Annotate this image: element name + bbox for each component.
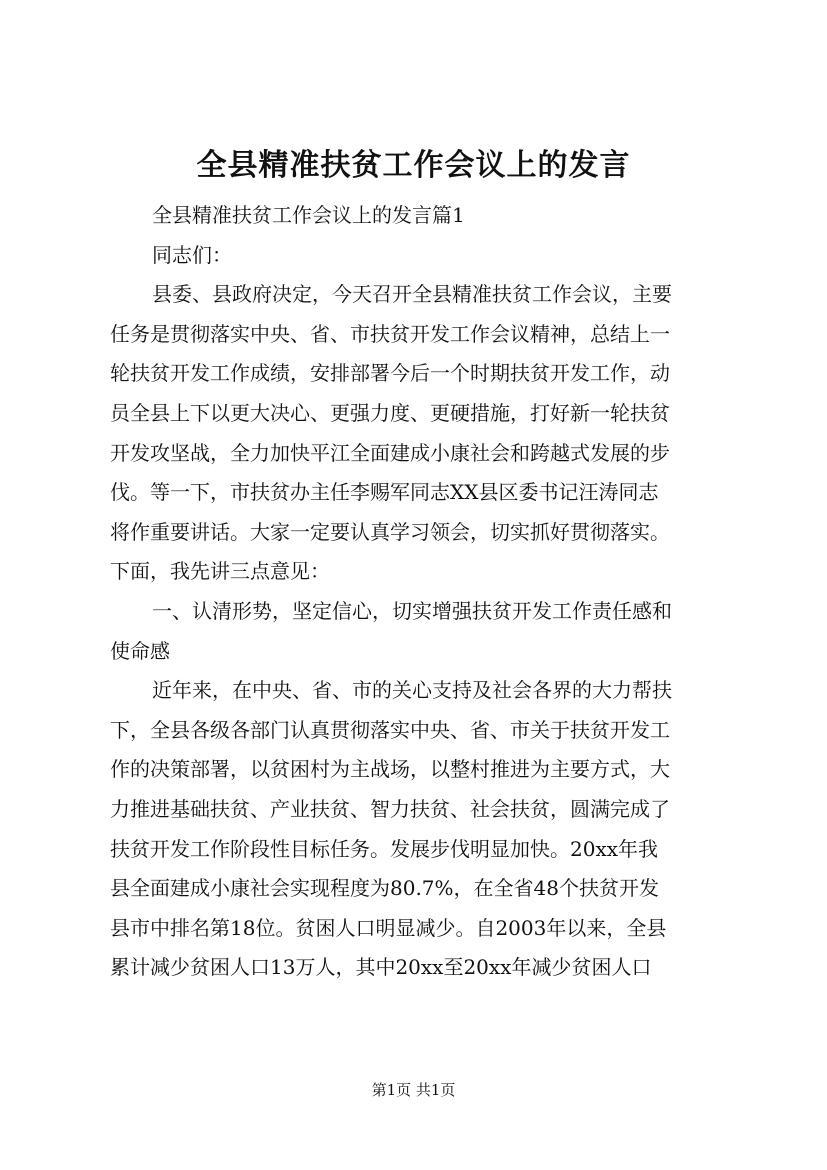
paragraph-2-line-1: 近年来，在中央、省、市的关心支持及社会各界的大力帮扶 [152, 678, 672, 703]
salutation-line: 同志们： [152, 242, 232, 267]
paragraph-1-line-4: 员全县上下以更大决心、更强力度、更硬措施，打好新一轮扶贫 [110, 400, 670, 425]
paragraph-1-line-3: 轮扶贫开发工作成绩，安排部署今后一个时期扶贫开发工作，动 [110, 361, 670, 386]
paragraph-1-line-8: 下面，我先讲三点意见： [110, 559, 330, 584]
page-footer: 第1页 共1页 [371, 1081, 456, 1099]
paragraph-2-line-8: 累计减少贫困人口13万人，其中20xx至20xx年减少贫困人口 [110, 955, 652, 980]
section-heading-line-2: 使命感 [110, 638, 170, 663]
paragraph-2-line-6: 县全面建成小康社会实现程度为80.7%，在全省48个扶贫开发 [110, 876, 659, 901]
paragraph-1-line-1: 县委、县政府决定，今天召开全县精准扶贫工作会议，主要 [152, 282, 672, 307]
paragraph-2-line-7: 县市中排名第18位。贫困人口明显减少。自2003年以来，全县 [110, 915, 667, 940]
subtitle-line: 全县精准扶贫工作会议上的发言篇1 [152, 203, 465, 227]
paragraph-2-line-5: 扶贫开发工作阶段性目标任务。发展步伐明显加快。20xx年我 [110, 836, 659, 861]
paragraph-2-line-4: 力推进基础扶贫、产业扶贫、智力扶贫、社会扶贫，圆满完成了 [110, 796, 670, 821]
document-title: 全县精准扶贫工作会议上的发言 [196, 148, 631, 183]
section-heading-line-1: 一、认清形势，坚定信心，切实增强扶贫开发工作责任感和 [152, 598, 672, 623]
paragraph-1-line-5: 开发攻坚战，全力加快平江全面建成小康社会和跨越式发展的步 [110, 440, 670, 465]
document-body [110, 196, 730, 988]
paragraph-1-line-2: 任务是贯彻落实中央、省、市扶贫开发工作会议精神，总结上一 [110, 321, 670, 346]
paragraph-2-line-3: 作的决策部署，以贫困村为主战场，以整村推进为主要方式，大 [110, 757, 670, 782]
paragraph-1-line-6: 伐。等一下，市扶贫办主任李赐军同志XX县区委书记汪涛同志 [110, 480, 659, 505]
paragraph-1-line-7: 将作重要讲话。大家一定要认真学习领会，切实抓好贯彻落实。 [110, 519, 670, 544]
paragraph-2-line-2: 下，全县各级各部门认真贯彻落实中央、省、市关于扶贫开发工 [110, 717, 670, 742]
